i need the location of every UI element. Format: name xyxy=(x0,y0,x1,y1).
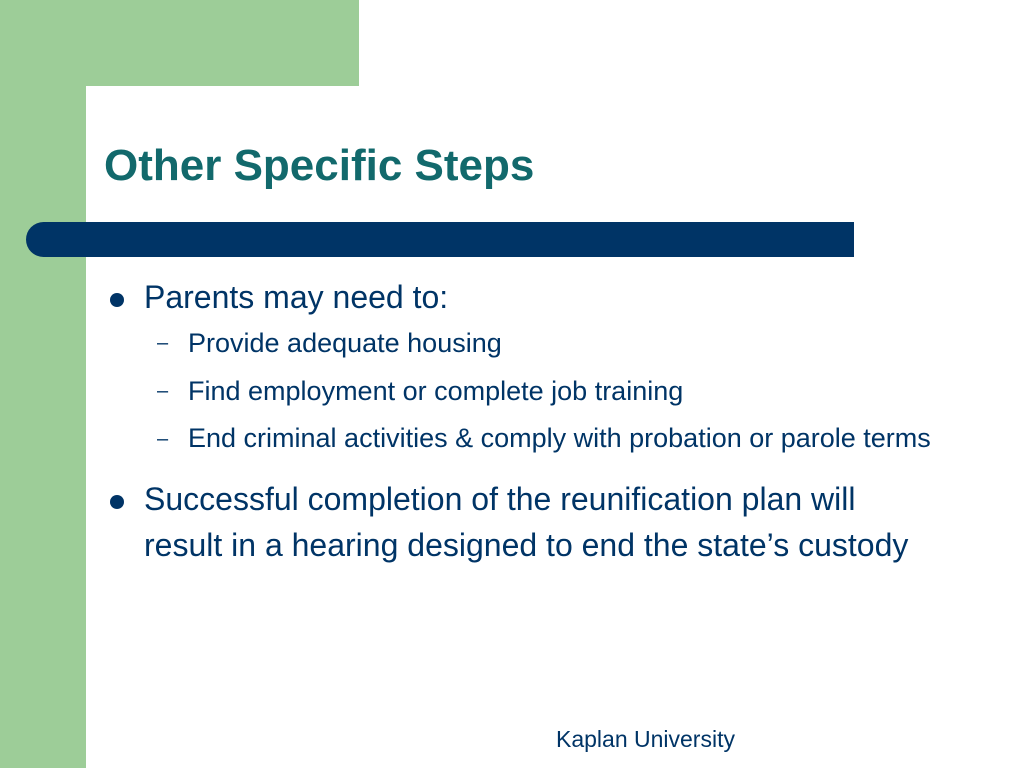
footer-text: Kaplan University xyxy=(556,726,735,752)
slide-title: Other Specific Steps xyxy=(104,141,535,190)
sub-bullet-text: End criminal activities & comply with probation or parole terms xyxy=(188,423,931,453)
bullet-dot-icon xyxy=(110,293,124,307)
sub-bullet-item xyxy=(104,370,934,412)
bullet-text: Successful completion of the reunification plan will result in a hearing designed to end the state’s custody xyxy=(144,481,909,563)
bullet-item xyxy=(104,476,934,568)
green-top-panel xyxy=(0,0,359,86)
dash-bullet-icon: – xyxy=(157,332,169,354)
sub-bullet-item xyxy=(104,322,934,364)
sub-bullet-item xyxy=(104,418,934,458)
sub-bullet-text: Provide adequate housing xyxy=(188,328,502,358)
sub-bullet-text: Find employment or complete job training xyxy=(188,376,684,406)
bullet-text: Parents may need to: xyxy=(144,279,449,315)
bullet-item xyxy=(104,274,934,320)
sub-bullet-list xyxy=(104,322,934,458)
green-side-panel xyxy=(0,0,86,768)
bullet-dot-icon xyxy=(110,495,124,509)
slide-body xyxy=(104,274,934,568)
dash-bullet-icon: – xyxy=(157,428,169,450)
dash-bullet-icon: – xyxy=(157,380,169,402)
title-underline-bar xyxy=(26,222,854,257)
